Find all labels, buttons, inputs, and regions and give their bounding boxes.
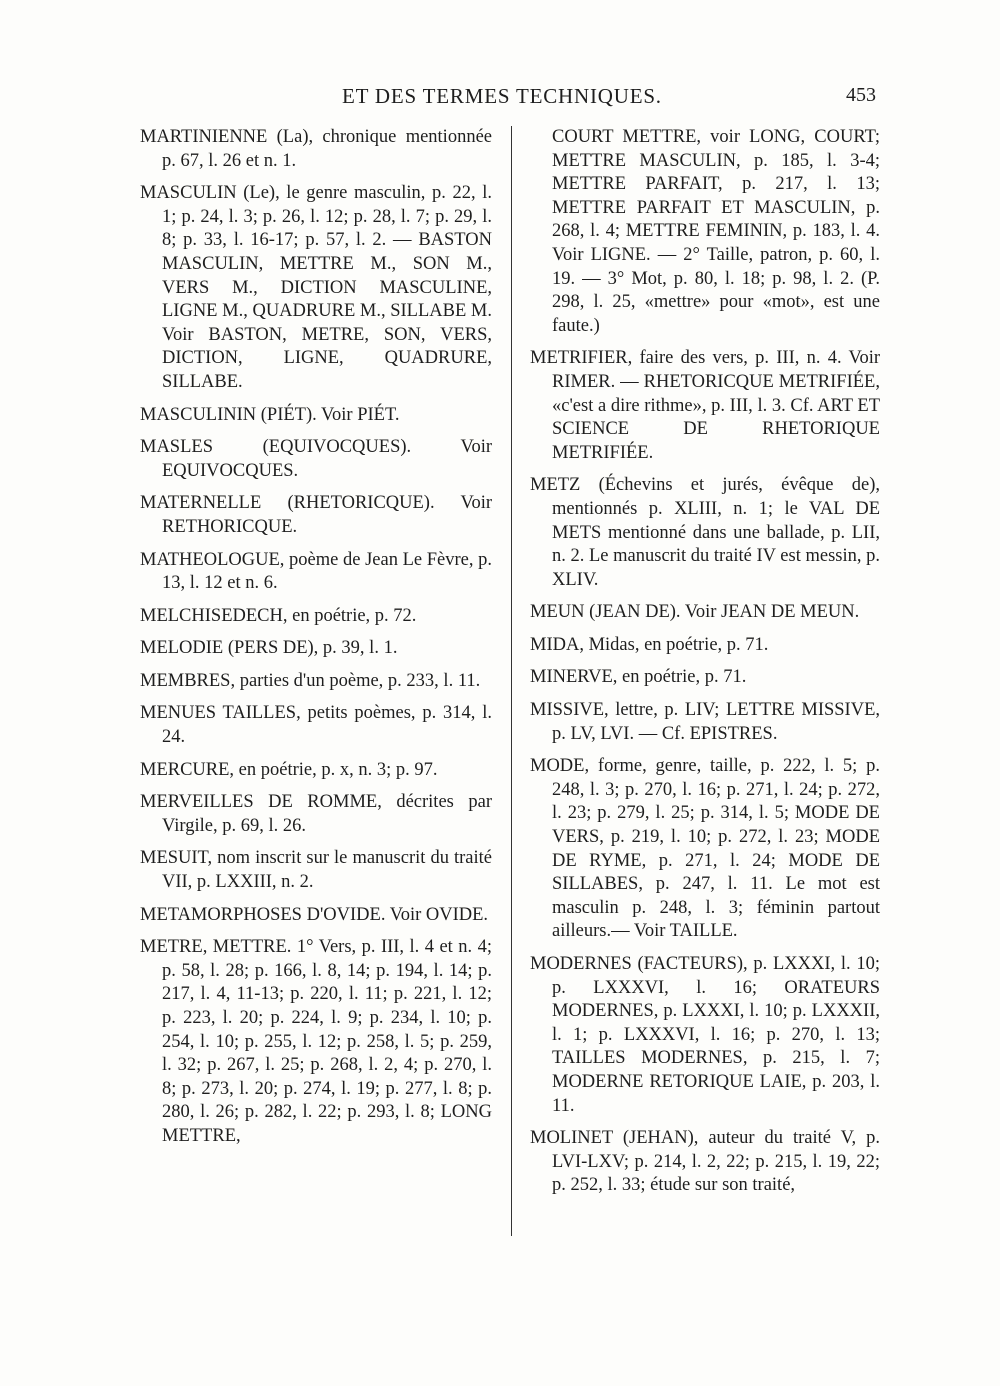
- running-title: ET DES TERMES TECHNIQUES.: [342, 84, 662, 108]
- index-entry: MENUES TAILLES, petits poèmes, p. 314, l. 24.: [140, 703, 492, 748]
- index-entry: MESUIT, nom inscrit sur le manuscrit du traité VII, p. LXXIII, n. 2.: [140, 848, 492, 893]
- page-header: [0, 84, 1000, 114]
- index-entry: MODE, forme, genre, taille, p. 222, l. 5; p. 248, l. 3; p. 270, l. 16; p. 271, l. 24; p. 272, l. 23; p. 279, l. 25; p. 314, l. 5; MODE DE VERS, p. 219, l. 10; p. 272, l. 23; MODE DE RYME, p. 271, l. 24; MODE DE SILLABES, p. 247, l. 11. Le mot est masculin p. 248, l. 3; féminin partout ailleurs.— Voir TAILLE.: [530, 756, 880, 942]
- index-entry: MIDA, Midas, en poétrie, p. 71.: [530, 634, 769, 655]
- index-entry: MASCULIN (Le), le genre masculin, p. 22, l. 1; p. 24, l. 3; p. 26, l. 12; p. 28, l. 7; p. 29, l. 8; p. 33, l. 16-17; p. 57, l. 2. — BASTON MASCULIN, METTRE M., SON M., VERS M., DICTION MASCULINE, LIGNE M., QUADRURE M., SILLABE M. Voir BASTON, METRE, SON, VERS, DICTION, LIGNE, QUADRURE, SILLABE.: [140, 183, 492, 392]
- index-entry: MERVEILLES DE ROMME, décrites par Virgile, p. 69, l. 26.: [140, 792, 492, 836]
- index-entry: METRE, METTRE. 1° Vers, p. III, l. 4 et n. 4; p. 58, l. 28; p. 166, l. 8, 14; p. 194, l. 14; p. 217, l. 4, 11-13; p. 220, l. 11; p. 221, l. 12; p. 223, l. 20; p. 224, l. 9; p. 234, l. 10; p. 254, l. 10; p. 255, l. 12; p. 258, l. 5; p. 259, l. 32; p. 267, l. 25; p. 268, l. 2, 4; p. 270, l. 8; p. 273, l. 20; p. 274, l. 19; p. 277, l. 8; p. 280, l. 26; p. 282, l. 22; p. 293, l. 8; LONG METTRE,: [140, 937, 492, 1146]
- right-column: [530, 126, 880, 1207]
- index-entry: MASLES (EQUIVOCQUES). Voir EQUIVOCQUES.: [140, 437, 492, 481]
- index-entry: MOLINET (JEHAN), auteur du traité V, p. LVI-LXV; p. 214, l. 2, 22; p. 215, l. 19, 22; p. 252, l. 33; étude sur son traité,: [530, 1128, 880, 1196]
- index-entry: MEMBRES, parties d'un poème, p. 233, l. 11.: [140, 670, 481, 691]
- index-entry: MODERNES (FACTEURS), p. LXXXI, l. 10; p. LXXXVI, l. 16; ORATEURS MODERNES, p. LXXXI, l. 10; p. LXXXII, l. 1; p. LXXXVI, l. 16; p. 270, l. 13; TAILLES MODERNES, p. 215, l. 7; MODERNE RETORIQUE LAIE, p. 203, l. 11.: [530, 954, 880, 1116]
- index-entry: MARTINIENNE (La), chronique mentionnée p. 67, l. 26 et n. 1.: [140, 127, 492, 171]
- index-entry: METAMORPHOSES D'OVIDE. Voir OVIDE.: [140, 904, 489, 925]
- index-entry: MEUN (JEAN DE). Voir JEAN DE MEUN.: [530, 602, 860, 623]
- page-number: 453: [846, 84, 876, 106]
- index-entry: MELODIE (PERS DE), p. 39, l. 1.: [140, 638, 398, 659]
- index-entry: MASCULININ (PIÉT). Voir PIÉT.: [140, 404, 400, 425]
- index-entry: MELCHISEDECH, en poétrie, p. 72.: [140, 605, 417, 626]
- index-entry: MERCURE, en poétrie, p. x, n. 3; p. 97.: [140, 759, 438, 780]
- column-divider: [511, 126, 512, 1236]
- index-entry: METRIFIER, faire des vers, p. III, n. 4. Voir RIMER. — RHETORICQUE METRIFIÉE, «c'est a dire rithme», p. III, l. 3. Cf. ART ET SCIENCE DE RHETORIQUE METRIFIÉE.: [530, 348, 880, 463]
- index-entry: METZ (Échevins et jurés, évêque de), mentionnés p. XLIII, n. 1; le VAL DE METS mentionné dans une ballade, p. LII, n. 2. Le manuscrit du traité IV est messin, p. XLIV.: [530, 475, 880, 590]
- index-entry: MATERNELLE (RHETORICQUE). Voir RETHORICQUE.: [140, 493, 492, 537]
- index-entry: MISSIVE, lettre, p. LIV; LETTRE MISSIVE, p. LV, LVI. — Cf. EPISTRES.: [530, 700, 880, 744]
- index-entry: MATHEOLOGUE, poème de Jean Le Fèvre, p. 13, l. 12 et n. 6.: [140, 549, 492, 594]
- index-entry-continued: COURT METTRE, voir LONG, COURT; METTRE MASCULIN, p. 185, l. 3-4; METTRE PARFAIT, p. 217, l. 13; METTRE PARFAIT ET MASCULIN, p. 268, l. 4; METTRE FEMININ, p. 183, l. 4. Voir LIGNE. — 2° Taille, patron, p. 60, l. 19. — 3° Mot, p. 80, l. 18; p. 98, l. 2. (P. 298, l. 25, «mettre» pour «mot», est une faute.): [552, 127, 880, 336]
- left-column: [140, 126, 492, 1158]
- index-entry: MINERVE, en poétrie, p. 71.: [530, 667, 747, 688]
